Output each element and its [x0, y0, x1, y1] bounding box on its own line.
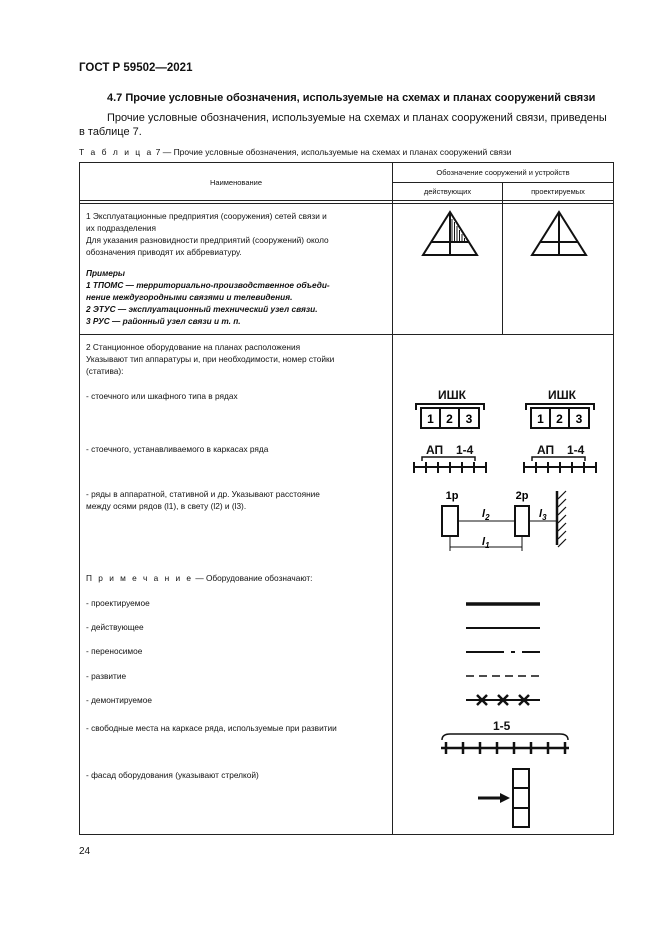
note-facade: - фасад оборудования (указывают стрелкой) [86, 770, 259, 780]
rack-cell-1: 1 [537, 412, 544, 426]
ap-label-existing: АП [426, 443, 444, 457]
rack-frame-existing-symbol [410, 455, 490, 477]
table-caption-prefix: Т а б л и ц а [79, 147, 154, 157]
free-range-label: 1-5 [493, 719, 511, 733]
rack-cell-2: 2 [446, 412, 453, 426]
page-number: 24 [79, 846, 91, 857]
row2-line2: Указывают тип аппаратуры и, при необходимости, номер стойки [86, 354, 335, 364]
ap-label-designed: АП [537, 443, 555, 457]
note-development: - развитие [86, 671, 127, 681]
row1-description [86, 210, 388, 327]
row1-line4: обозначения приводят их аббревиатуру. [86, 247, 242, 257]
ap-range-designed: 1-4 [567, 443, 585, 457]
row1-line2: их подразделения [86, 223, 156, 233]
facade-symbol [474, 767, 534, 831]
l3-label: $l_3$ [539, 508, 547, 522]
row-2p-label: 2р [515, 490, 529, 502]
rack-cell-2: 2 [556, 412, 563, 426]
row2-line1: 2 Станционное оборудование на планах расположения [86, 342, 301, 352]
row2-line3: (статива): [86, 366, 124, 376]
enterprise-existing-symbol [420, 209, 480, 259]
line-styles-legend [460, 595, 550, 715]
column-header-existing: действующих [423, 187, 472, 196]
note [86, 572, 312, 584]
item-rack-frame: - стоечного, устанавливаемого в каркасах ряда [86, 444, 269, 454]
l1-label: $l_1$ [482, 536, 490, 550]
row-1p-label: 1р [445, 490, 459, 502]
item-rows-line2: между осями рядов (l1), в свету (l2) и (l3). [86, 501, 247, 511]
column-header-name: Наименование [210, 178, 262, 187]
section-title: 4.7 Прочие условные обозначения, используемые на схемах и планах сооружений связи [107, 92, 596, 104]
note-dismantled: - демонтируемое [86, 695, 152, 705]
column-header-group: Обозначение сооружений и устройств [436, 168, 570, 177]
enterprise-designed-symbol [529, 209, 589, 259]
item-rows [86, 488, 388, 512]
rows-distance-symbol [425, 485, 575, 557]
row2-intro [86, 341, 388, 377]
rack-cell-3: 3 [575, 412, 583, 426]
l2-label: $l_2$ [482, 508, 490, 522]
free-places-symbol [438, 731, 572, 755]
standard-number: ГОСТ Р 59502—2021 [79, 62, 193, 74]
ishk-label-existing: ИШК [438, 388, 467, 402]
example-1a: 1 ТПОМС — территориально-производственное объеди- [86, 280, 330, 290]
note-moved: - переносимое [86, 646, 143, 656]
row1-line1: 1 Эксплуатационные предприятия (сооружения) сетей связи и [86, 211, 327, 221]
note-text: — Оборудование обозначают: [193, 573, 313, 583]
rack-cabinet-existing-symbol [412, 400, 490, 432]
ap-range-existing: 1-4 [456, 443, 474, 457]
intro-text-line1: Прочие условные обозначения, используемые на схемах и планах сооружений связи, приведены [107, 112, 607, 124]
note-free-places: - свободные места на каркасе ряда, используемые при развитии [86, 723, 337, 733]
ishk-label-designed: ИШК [548, 388, 577, 402]
rack-frame-designed-symbol [520, 455, 600, 477]
item-rack-cabinet: - стоечного или шкафного типа в рядах [86, 391, 238, 401]
example-1b: нение междугородными связями и телевидения. [86, 292, 293, 302]
example-2: 2 ЭТУС — эксплуатационный технический узел связи. [86, 304, 318, 314]
line-dismantled [466, 695, 540, 705]
column-header-designed: проектируемых [531, 187, 585, 196]
item-rows-line1: - ряды в аппаратной, стативной и др. Указывают расстояние [86, 489, 320, 499]
note-prefix: П р и м е ч а н и е [86, 573, 194, 583]
example-3: 3 РУС — районный узел связи и т. п. [86, 316, 241, 326]
rack-cabinet-designed-symbol [522, 400, 600, 432]
rack-cell-3: 3 [465, 412, 473, 426]
examples-title: Примеры [86, 268, 126, 278]
table-caption-text: 7 — Прочие условные обозначения, используемые на схемах и планах сооружений связи [153, 147, 512, 157]
note-existing: - действующее [86, 622, 144, 632]
row1-line3: Для указания разновидности предприятий (сооружений) около [86, 235, 329, 245]
note-designed: - проектируемое [86, 598, 150, 608]
intro-text-line2: в таблице 7. [79, 126, 142, 138]
rack-cell-1: 1 [427, 412, 434, 426]
